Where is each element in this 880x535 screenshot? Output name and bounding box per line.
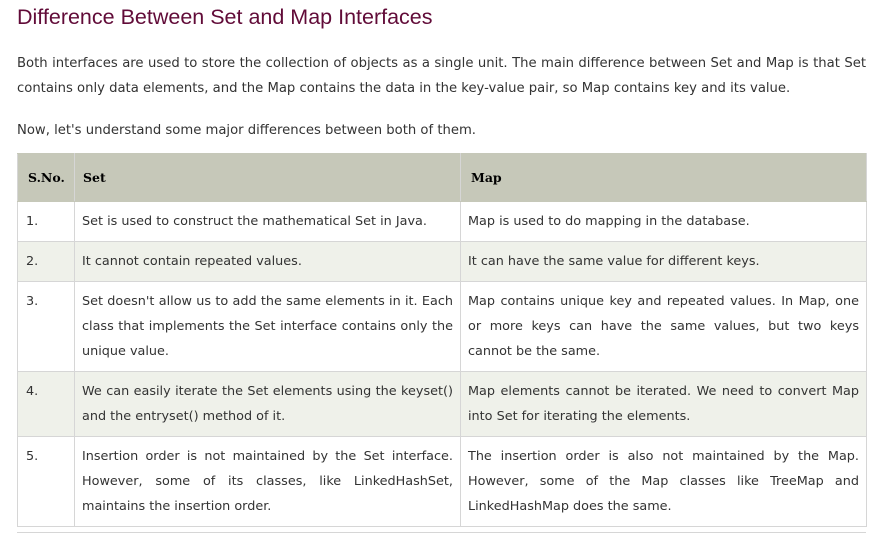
header-map: Map [461, 154, 867, 202]
cell-set: Set doesn't allow us to add the same elements in it. Each class that implements the Set interface contains only the unique value. [75, 282, 461, 372]
cell-set: Set is used to construct the mathematical Set in Java. [75, 202, 461, 242]
bottom-divider [17, 532, 866, 533]
page-title: Difference Between Set and Map Interfaces [17, 5, 433, 29]
cell-set: We can easily iterate the Set elements using the keyset() and the entryset() method of it. [75, 372, 461, 437]
cell-map: It can have the same value for different keys. [461, 242, 867, 282]
table-row [18, 282, 867, 372]
cell-map: The insertion order is also not maintained by the Map. However, some of the Map classes like TreeMap and LinkedHashMap does the same. [461, 437, 867, 527]
table-row [18, 437, 867, 527]
table-row [18, 202, 867, 242]
cell-sno: 1. [18, 202, 75, 242]
cell-set: Insertion order is not maintained by the Set interface. However, some of its classes, like LinkedHashSet, maintains the insertion order. [75, 437, 461, 527]
intro-paragraph: Both interfaces are used to store the collection of objects as a single unit. The main difference between Set and Map is that Set contains only data elements, and the Map contains the data in the key-value pair, so Map contains key and its value. [17, 56, 866, 96]
header-set: Set [75, 154, 461, 202]
table-row [18, 372, 867, 437]
comparison-table [17, 153, 867, 527]
article [17, 0, 866, 514]
cell-map: Map contains unique key and repeated values. In Map, one or more keys can have the same values, but two keys cannot be the same. [461, 282, 867, 372]
table-header-row [18, 154, 867, 202]
cell-sno: 3. [18, 282, 75, 372]
cell-map: Map is used to do mapping in the database. [461, 202, 867, 242]
cell-sno: 5. [18, 437, 75, 527]
cell-map: Map elements cannot be iterated. We need to convert Map into Set for iterating the elements. [461, 372, 867, 437]
header-sno: S.No. [18, 154, 75, 202]
cell-sno: 2. [18, 242, 75, 282]
cell-sno: 4. [18, 372, 75, 437]
cell-set: It cannot contain repeated values. [75, 242, 461, 282]
table-row [18, 242, 867, 282]
lead-paragraph: Now, let's understand some major differences between both of them. [17, 123, 476, 138]
